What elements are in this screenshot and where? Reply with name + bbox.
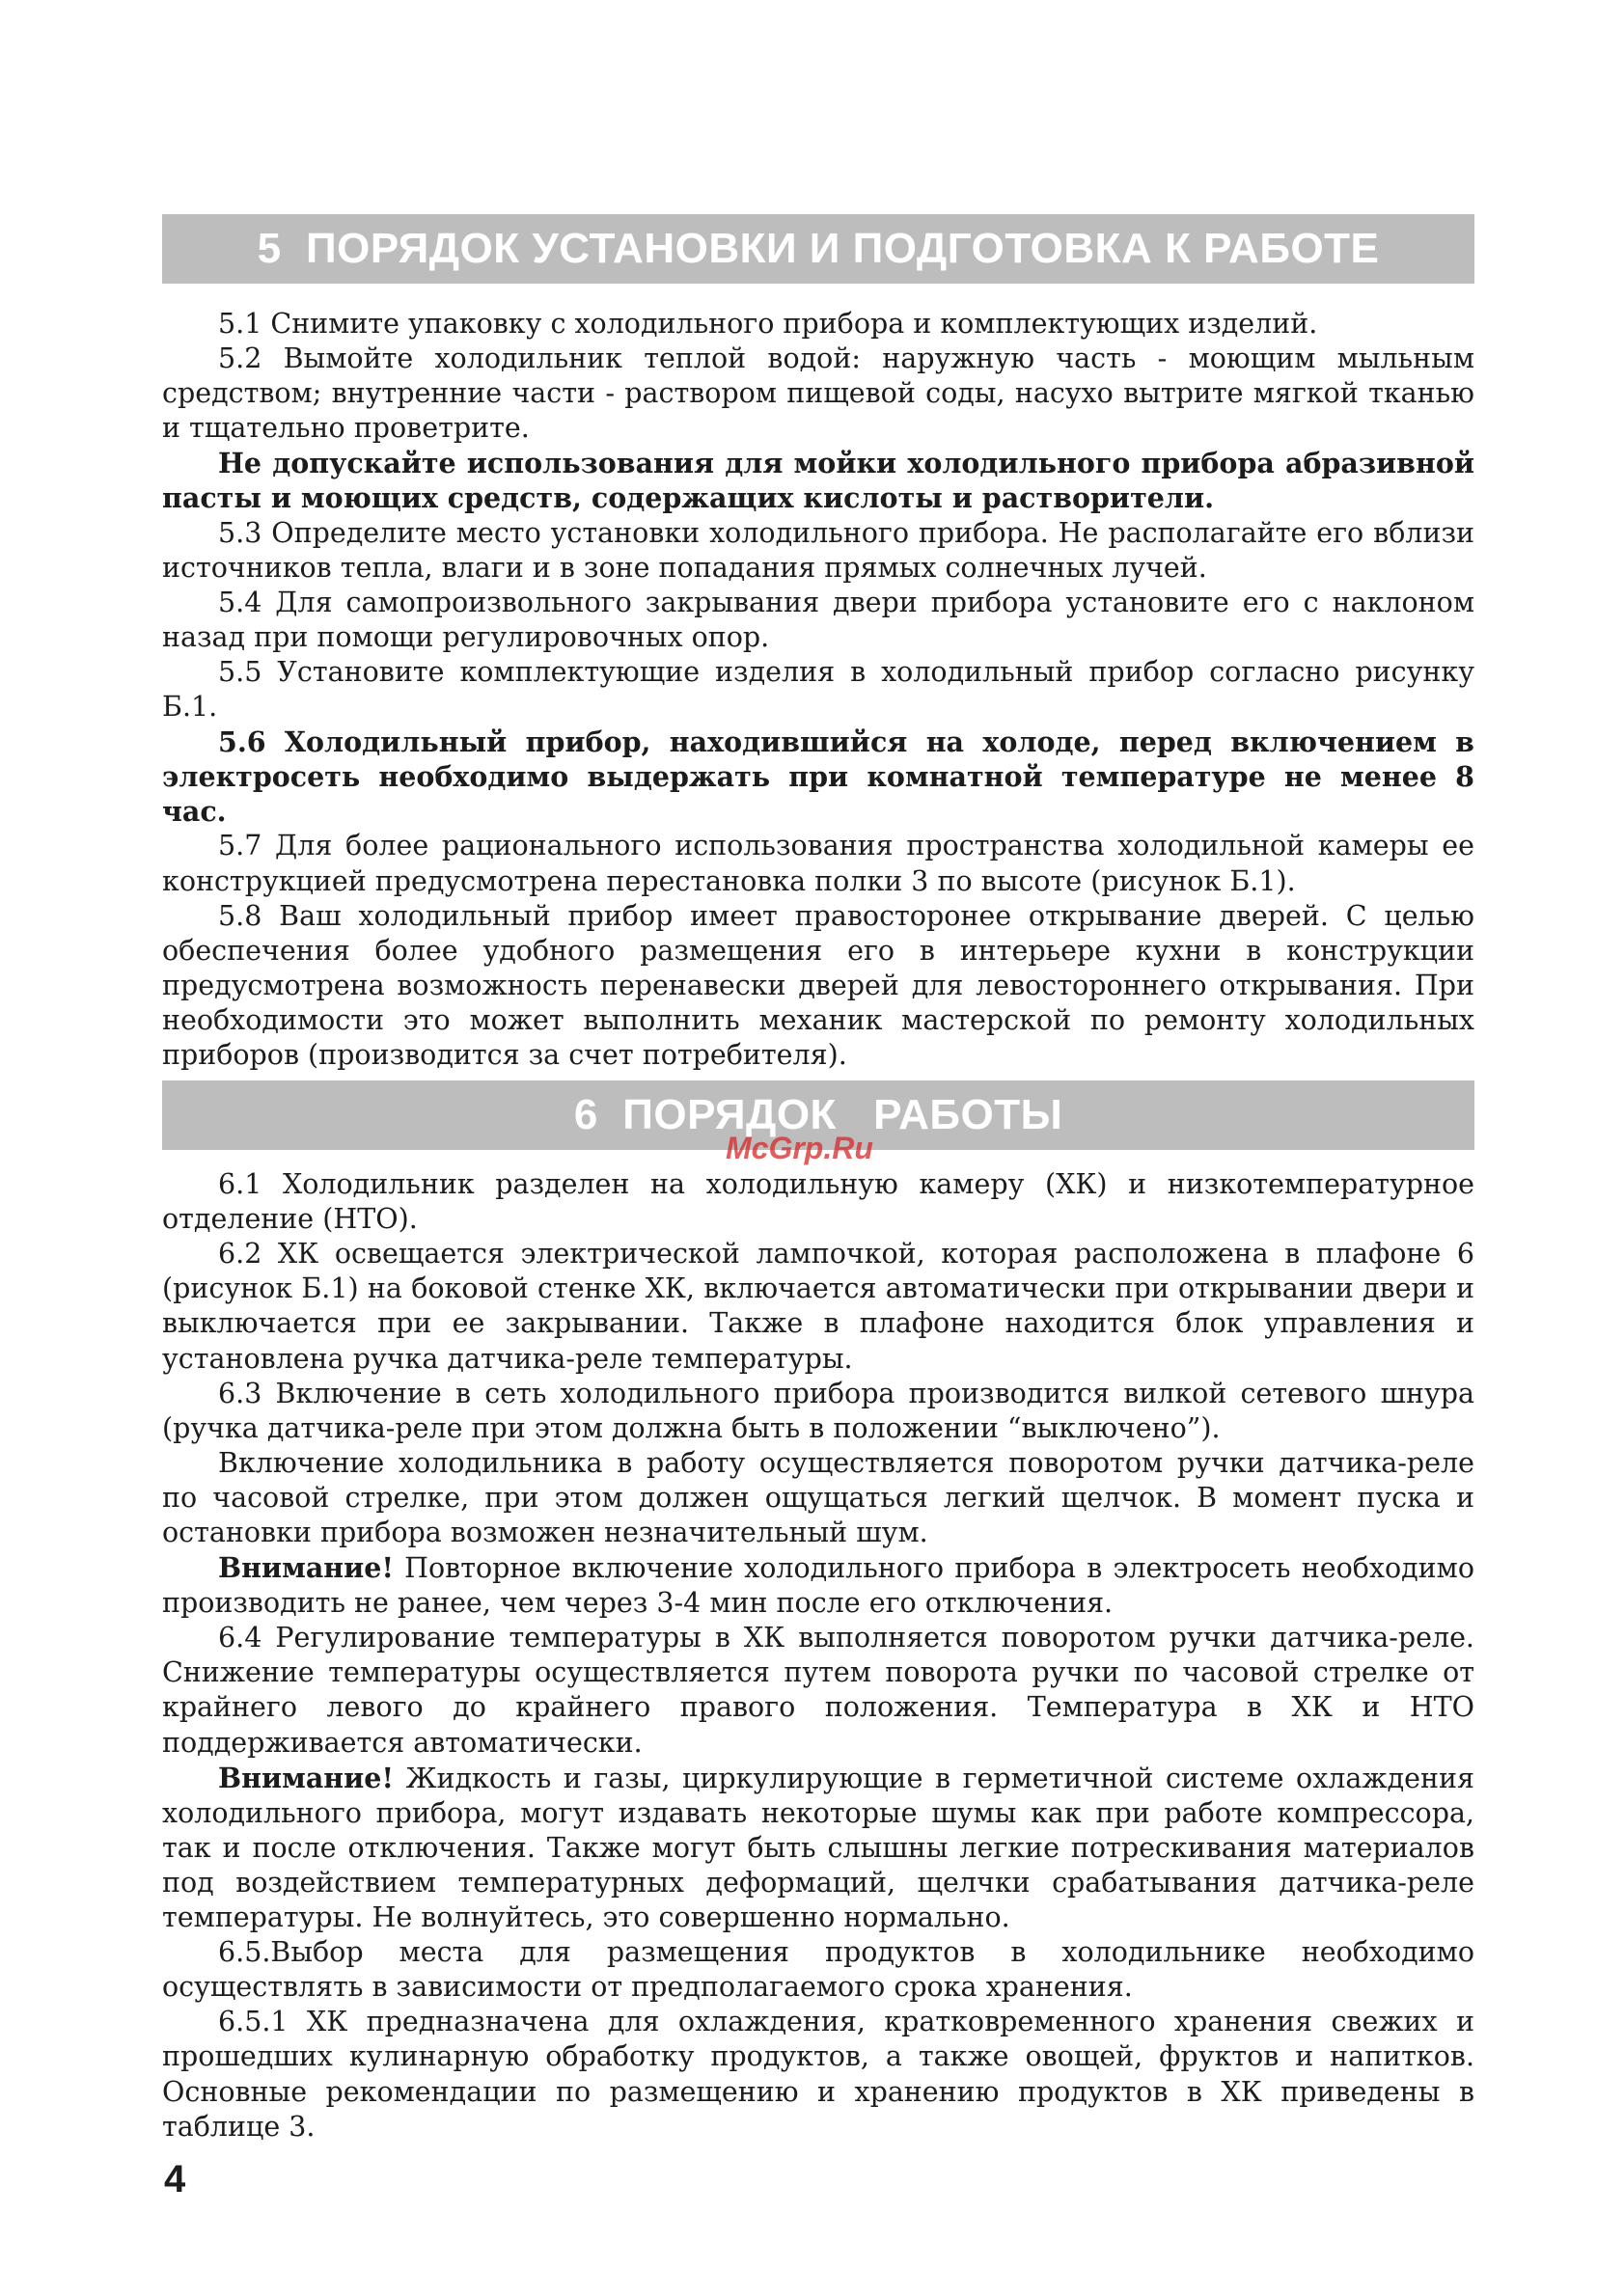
paragraph-6-4: 6.4 Регулирование температуры в ХК выполняется поворотом ручки датчика-реле. Снижение температуры осуществляется путем поворота ручки по часовой стрелке от крайнего левого до крайнего правого положения. Температура в ХК и НТО поддерживается автоматически. — [162, 1622, 1474, 1759]
attention-restart — [162, 1550, 1474, 1621]
paragraph-6-3-switch-on: Включение холодильника в работу осуществляется поворотом ручки датчика-реле по часовой стрелке, при этом должен ощущаться легкий щелчок. В момент пуска и остановки прибора возможен незначительный шум. — [162, 1446, 1474, 1548]
paragraph-5-2: 5.2 Вымойте холодильник теплой водой: наружную часть - моющим мыльным средством; внутренние части - раствором пищевой соды, насухо вытрите мягкой тканью и тщательно проветрите. — [162, 342, 1474, 445]
document-page — [162, 214, 1474, 2145]
paragraph-5-4: 5.4 Для самопроизвольного закрывания двери прибора установите его с наклоном назад при помощи регулировочных опор. — [162, 586, 1474, 653]
paragraph-5-1: 5.1 Снимите упаковку с холодильного прибора и комплектующих изделий. — [218, 308, 1318, 340]
attention-noise-text: Жидкость и газы, циркулирующие в герметичной системе охлаждения холодильного прибора, могут издавать некоторые шумы как при работе компрессора, так и после отключения. Также могут быть слышны легкие потрескивания материалов под воздействием температурных деформаций, щелчки срабатывания датчика-реле температуры. Не волнуйтесь, это совершенно нормально. — [162, 1762, 1474, 1934]
paragraph-5-6: 5.6 Холодильный прибор, находившийся на холоде, перед включением в электросеть необходимо выдержать при комнатной температуре не менее 8 час. — [162, 725, 1474, 829]
paragraph-5-3: 5.3 Определите место установки холодильного прибора. Не располагайте его вблизи источников тепла, влаги и в зоне попадания прямых солнечных лучей. — [162, 516, 1474, 584]
paragraph-6-2: 6.2 ХК освещается электрической лампочкой, которая расположена в плафоне 6 (рисунок Б.1) на боковой стенке ХК, включается автоматически при открывании двери и выключается при ее закрывании. Также в плафоне находится блок управления и установлена ручка датчика-реле температуры. — [162, 1238, 1474, 1375]
watermark: McGrp.Ru — [726, 1131, 873, 1165]
paragraph-6-3: 6.3 Включение в сеть холодильного прибора производится вилкой сетевого шнура (ручка датчика-реле при этом должна быть в положении “выключено”). — [162, 1377, 1474, 1444]
section-6-header: 6 ПОРЯДОК РАБОТЫ — [162, 1080, 1474, 1150]
warning-no-abrasives: Не допускайте использования для мойки холодильного прибора абразивной пасты и моющих средств, содержащих кислоты и растворители. — [162, 447, 1474, 515]
paragraph-5-5: 5.5 Установите комплектующие изделия в холодильный прибор согласно рисунку Б.1. — [162, 655, 1474, 724]
attention-restart-text: Повторное включение холодильного прибора в электросеть необходимо производить не ранее, чем через 3-4 мин после его отключения. — [162, 1552, 1474, 1620]
paragraph-6-5: 6.5.Выбор места для размещения продуктов в холодильнике необходимо осуществлять в зависимости от предполагаемого срока хранения. — [162, 1936, 1474, 2004]
attention-label: Внимание! — [218, 1761, 394, 1794]
attention-noise — [162, 1761, 1474, 1935]
section-5-header: 5 ПОРЯДОК УСТАНОВКИ И ПОДГОТОВКА К РАБОТЕ — [162, 214, 1474, 284]
paragraph-5-7: 5.7 Для более рационального использования пространства холодильной камеры ее конструкцией предусмотрена перестановка полки 3 по высоте (рисунок Б.1). — [162, 830, 1474, 897]
attention-label: Внимание! — [218, 1551, 394, 1585]
page-number: 4 — [164, 2158, 186, 2200]
paragraph-6-5-1: 6.5.1 ХК предназначена для охлаждения, кратковременного хранения свежих и прошедших кулинарную обработку продуктов, а также овощей, фруктов и напитков. Основные рекомендации по размещению и хранению продуктов в ХК приведены в таблице 3. — [162, 2006, 1474, 2143]
paragraph-6-1: 6.1 Холодильник разделен на холодильную камеру (ХК) и низкотемпературное отделение (НТО). — [162, 1168, 1474, 1236]
paragraph-5-8: 5.8 Ваш холодильный прибор имеет правосторонее открывание дверей. С целью обеспечения более удобного размещения его в интерьере кухни в конструкции предусмотрена возможность перенавески дверей для левостороннего открывания. При необходимости это может выполнить механик мастерской по ремонту холодильных приборов (производится за счет потребителя). — [162, 899, 1474, 1071]
